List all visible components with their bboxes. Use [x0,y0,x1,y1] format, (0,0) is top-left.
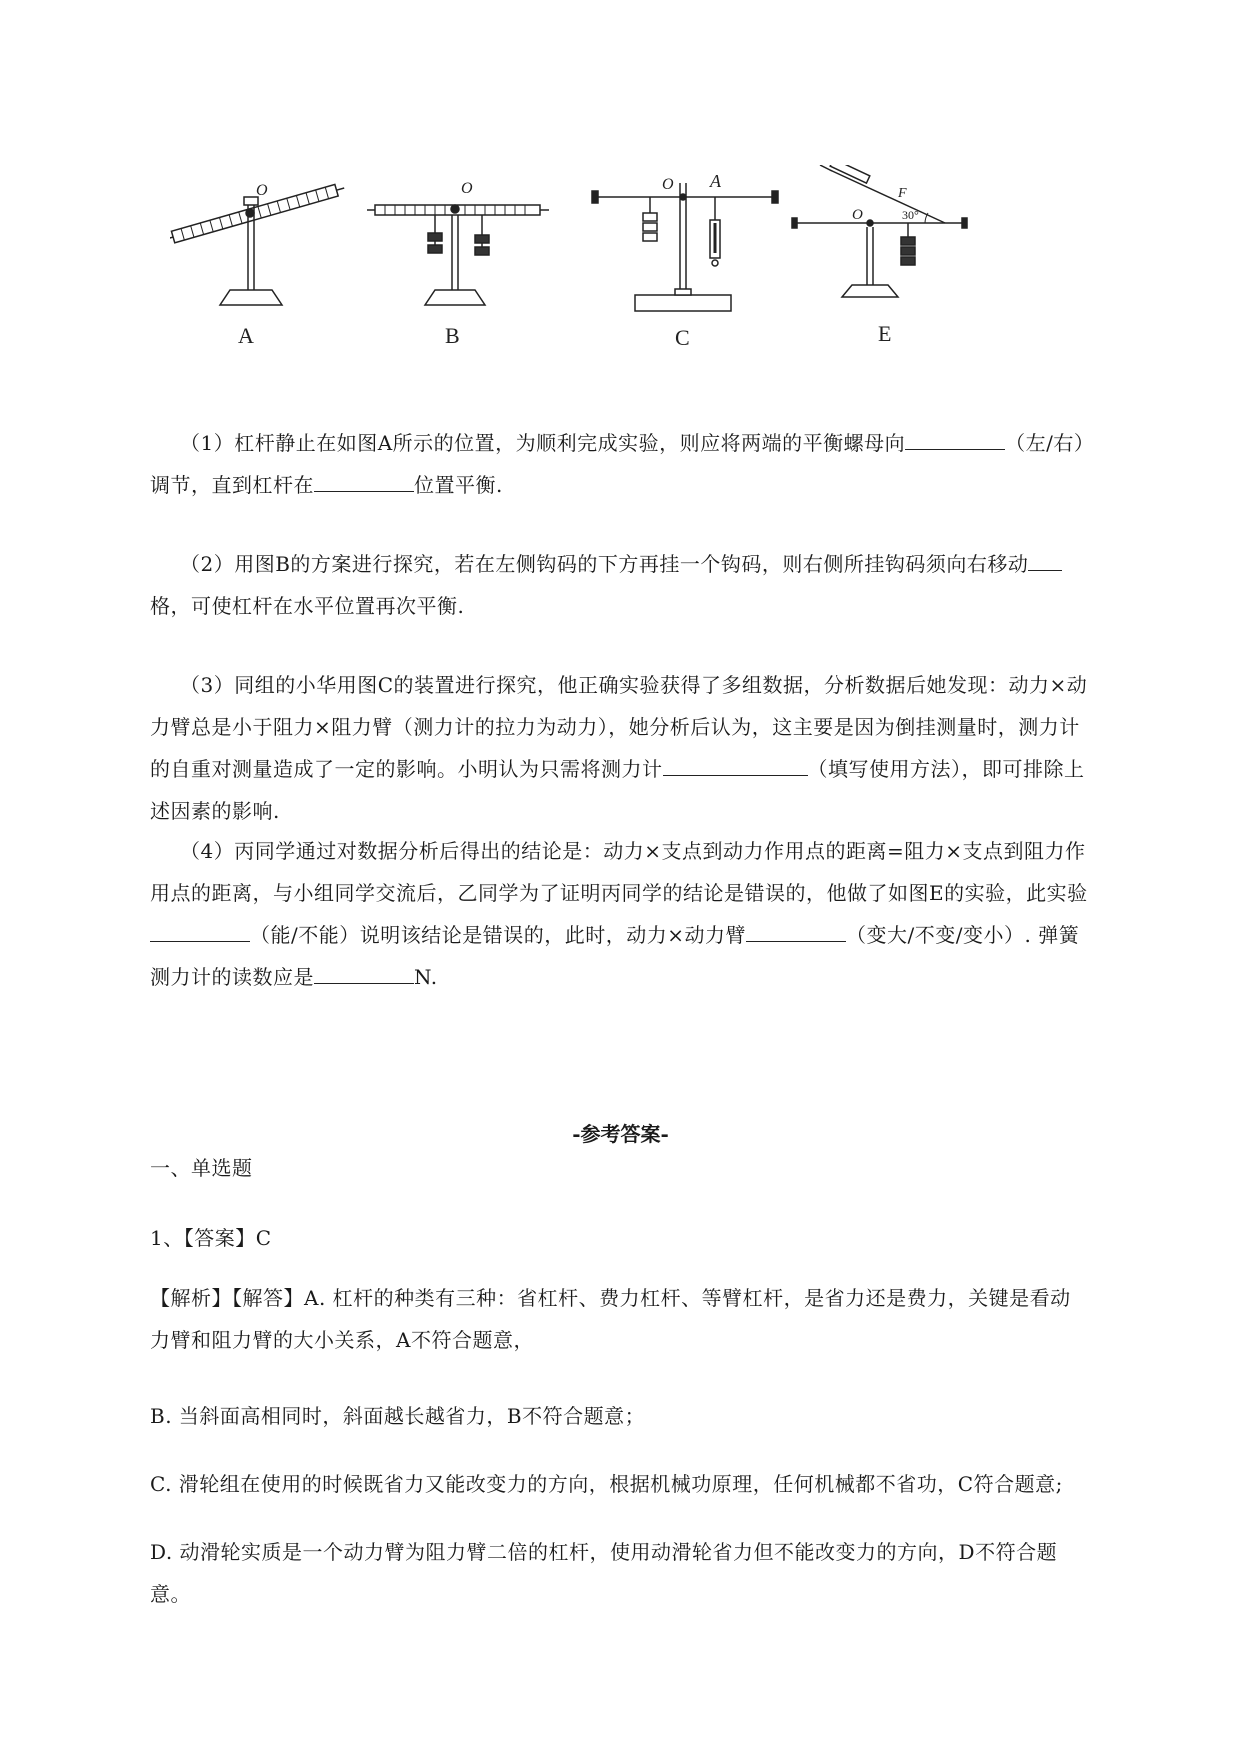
figure-label-a: A [238,323,254,348]
figure-c [590,165,790,355]
question-4 [150,830,1090,998]
question-2 [150,543,1090,627]
q4-text-b: （能/不能）说明该结论是错误的，此时，动力×动力臂 [250,923,746,947]
question-3 [150,664,1090,832]
question-1 [150,422,1090,506]
pivot-label: O [256,182,268,199]
pivot-label: O [852,207,863,223]
q2-text-a: （2）用图B的方案进行探究，若在左侧钩码的下方再挂一个钩码，则右侧所挂钩码须向右移动 [180,552,1029,576]
answer-section-title: -参考答案- [572,1122,669,1146]
q1-text-a: （1）杠杆静止在如图A所示的位置，为顺利完成实验，则应将两端的平衡螺母向 [180,431,906,455]
answer-blank[interactable] [746,919,846,942]
point-a-label: A [710,171,721,191]
q2-text-b: 格，可使杠杆在水平位置再次平衡. [150,594,465,618]
answer-blank[interactable] [150,919,250,942]
q3-text-a: （3）同组的小华用图C的装置进行探究，他正确实验获得了多组数据，分析数据后她发现：动力×动力臂总是小于阻力×阻力臂（测力计的拉力为动力），她分析后认为，这主要是因为倒挂测量时，测力计的自重对测量造成了一定的影响。小明认为只需将测力计 [150,673,1088,781]
analysis-d: D. 动滑轮实质是一个动力臂为阻力臂二倍的杠杆，使用动滑轮省力但不能改变力的方向，D不符合题意。 [150,1540,1058,1606]
q4-text-d: N. [414,965,438,989]
answer-subtitle: 一、单选题 [150,1156,253,1180]
answer-blank[interactable] [1028,548,1062,571]
q1-text-b: （左/右）调节，直到杠杆在 [150,431,1085,497]
q4-text-c: （变大/不变/变小）. 弹簧测力计的读数应是 [150,923,1080,989]
answer-blank[interactable] [663,753,808,776]
lever-figures [170,165,1070,395]
figure-label-c: C [675,325,690,350]
pivot-label: O [662,176,674,193]
q3-text-b: （填写使用方法），即可排除上述因素的影响. [150,757,1085,823]
analysis-a: 【解析】【解答】A. 杠杆的种类有三种：省杠杆、费力杠杆、等臂杠杆，是省力还是费力，关键是看动力臂和阻力臂的大小关系，A不符合题意， [150,1286,1071,1352]
answer-blank[interactable] [314,961,414,984]
analysis-c: C. 滑轮组在使用的时候既省力又能改变力的方向，根据机械功原理，任何机械都不省功，C符合题意; [150,1472,1063,1496]
answer-line: 1、【答案】C [150,1226,272,1250]
figure-label-e: E [878,321,892,346]
figure-a [170,165,350,355]
analysis-b: B. 当斜面高相同时，斜面越长越省力，B不符合题意； [150,1404,646,1428]
pivot-label: O [461,180,473,197]
q1-text-c: 位置平衡. [414,473,503,497]
figure-b [365,165,565,355]
answer-blank[interactable] [314,469,414,492]
angle-label: 30° [902,208,919,222]
answer-blank[interactable] [905,427,1005,450]
figure-label-b: B [445,323,460,348]
point-f-label: F [898,186,907,201]
figure-e [790,165,975,355]
q4-text-a: （4）丙同学通过对数据分析后得出的结论是：动力×支点到动力作用点的距离=阻力×支点到阻力作用点的距离，与小组同学交流后，乙同学为了证明丙同学的结论是错误的，他做了如图E的实验，此实验 [150,839,1088,905]
